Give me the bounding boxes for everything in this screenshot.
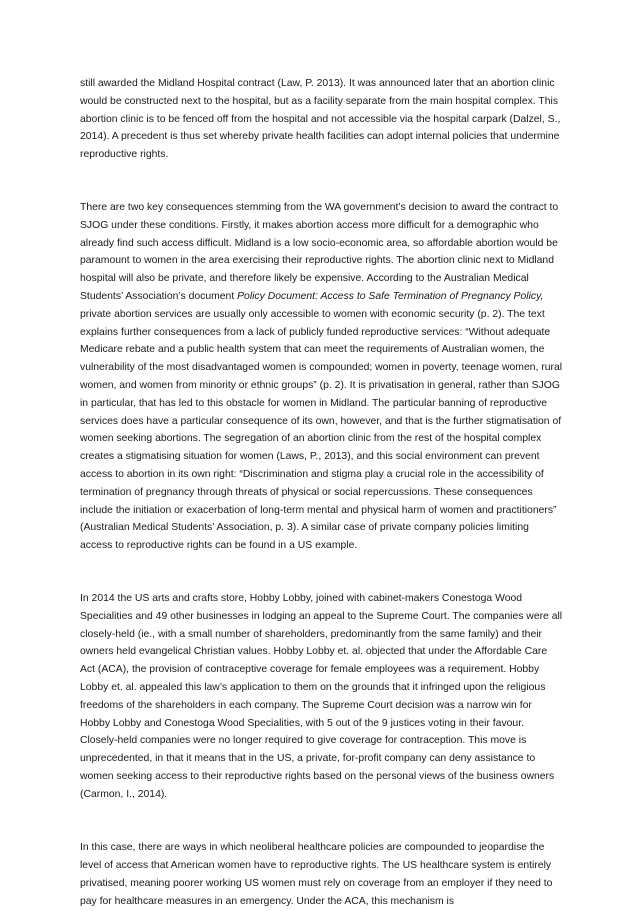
paragraph-consequences [80,199,564,555]
policy-document-title: Policy Document: Access to Safe Termination of Pregnancy Policy, [237,290,544,302]
paragraph-consequences-text-after: private abortion services are usually only accessible to women with economic security (p. 2). The text explains further consequences from a lack of publicly funded reproductive services: “Without adequate Medicare rebate and a public health system that can meet the requirements of Australian women, the vulnerability of the most disadvantaged women is compounded; women in poverty, teenage women, rural women, and women from minority or ethnic groups” (p. 2). It is privatisation in general, rather than SJOG in particular, that has led to this obstacle for women in Midland. The particular banning of reproductive services does have a particular consequence of its own, however, and that is the further stigmatisation of women seeking abortions. The segregation of an abortion clinic from the rest of the hospital complex creates a stigmatising situation for women (Laws, P., 2013), and this social environment can prevent access to abortion in its own right: “Discrimination and stigma play a crucial role in the accessibility of termination of pregnancy through threats of physical or social repercussions. These consequences include the initiation or exacerbation of long-term mental and physical harm of women and practitioners” (Australian Medical Students’ Association, p. 3). A similar case of private company policies limiting access to reproductive rights can be found in a US example. [80,308,563,552]
paragraph-hobby-lobby: In 2014 the US arts and crafts store, Hobby Lobby, joined with cabinet-makers Conestoga Wood Specialities and 49 other businesses in lodging an appeal to the Supreme Court. The companies were all closely-held (ie., with a small number of shareholders, predominantly from the same family) and their owners held evangelical Christian values. Hobby Lobby et. al. objected that under the Affordable Care Act (ACA), the provision of contraceptive coverage for female employees was a requirement. Hobby Lobby et. al. appealed this law’s application to them on the grounds that it infringed upon the religious freedoms of the shareholders in each company. The Supreme Court decision was a narrow win for Hobby Lobby and Conestoga Wood Specialities, with 5 out of the 9 justices voting in their favour. Closely-held companies were no longer required to give coverage for contraception. This move is unprecedented, in that it means that in the US, a private, for-profit company can deny assistance to women seeking access to their reproductive rights based on the personal views of the business owners (Carmon, I., 2014). [80,592,563,800]
paragraph-gap [80,803,564,839]
body-text [80,75,564,911]
paragraph-consequences-text-before: There are two key consequences stemming from the WA government’s decision to award the contract to SJOG under these conditions. Firstly, it makes abortion access more difficult for a demographic who already find such access difficult. Midland is a low socio-economic area, so affordable abortion would be paramount to women in the area exercising their reproductive rights. The abortion clinic next to Midland hospital will also be private, and therefore likely be expensive. According to the Australian Medical Students’ Association’s document [80,201,559,302]
paragraph-neoliberal-healthcare: In this case, there are ways in which neoliberal healthcare policies are compounded to jeopardise the level of access that American women have to reproductive rights. The US healthcare system is entirely privatised, meaning poorer working US women must rely on coverage from an employer if they need to pay for healthcare measures in an emergency. Under the ACA, this mechanism is [80,842,553,907]
paragraph-gap [80,555,564,590]
paragraph-gap [80,164,564,199]
paragraph-midland-contract: still awarded the Midland Hospital contract (Law, P. 2013). It was announced later that an abortion clinic would be constructed next to the hospital, but as a facility separate from the main hospital complex. This abortion clinic is to be fenced off from the hospital and not accessible via the hospital carpark (Dalzel, S., 2014). A precedent is thus set whereby private health facilities can adopt internal policies that undermine reproductive rights. [80,78,561,161]
